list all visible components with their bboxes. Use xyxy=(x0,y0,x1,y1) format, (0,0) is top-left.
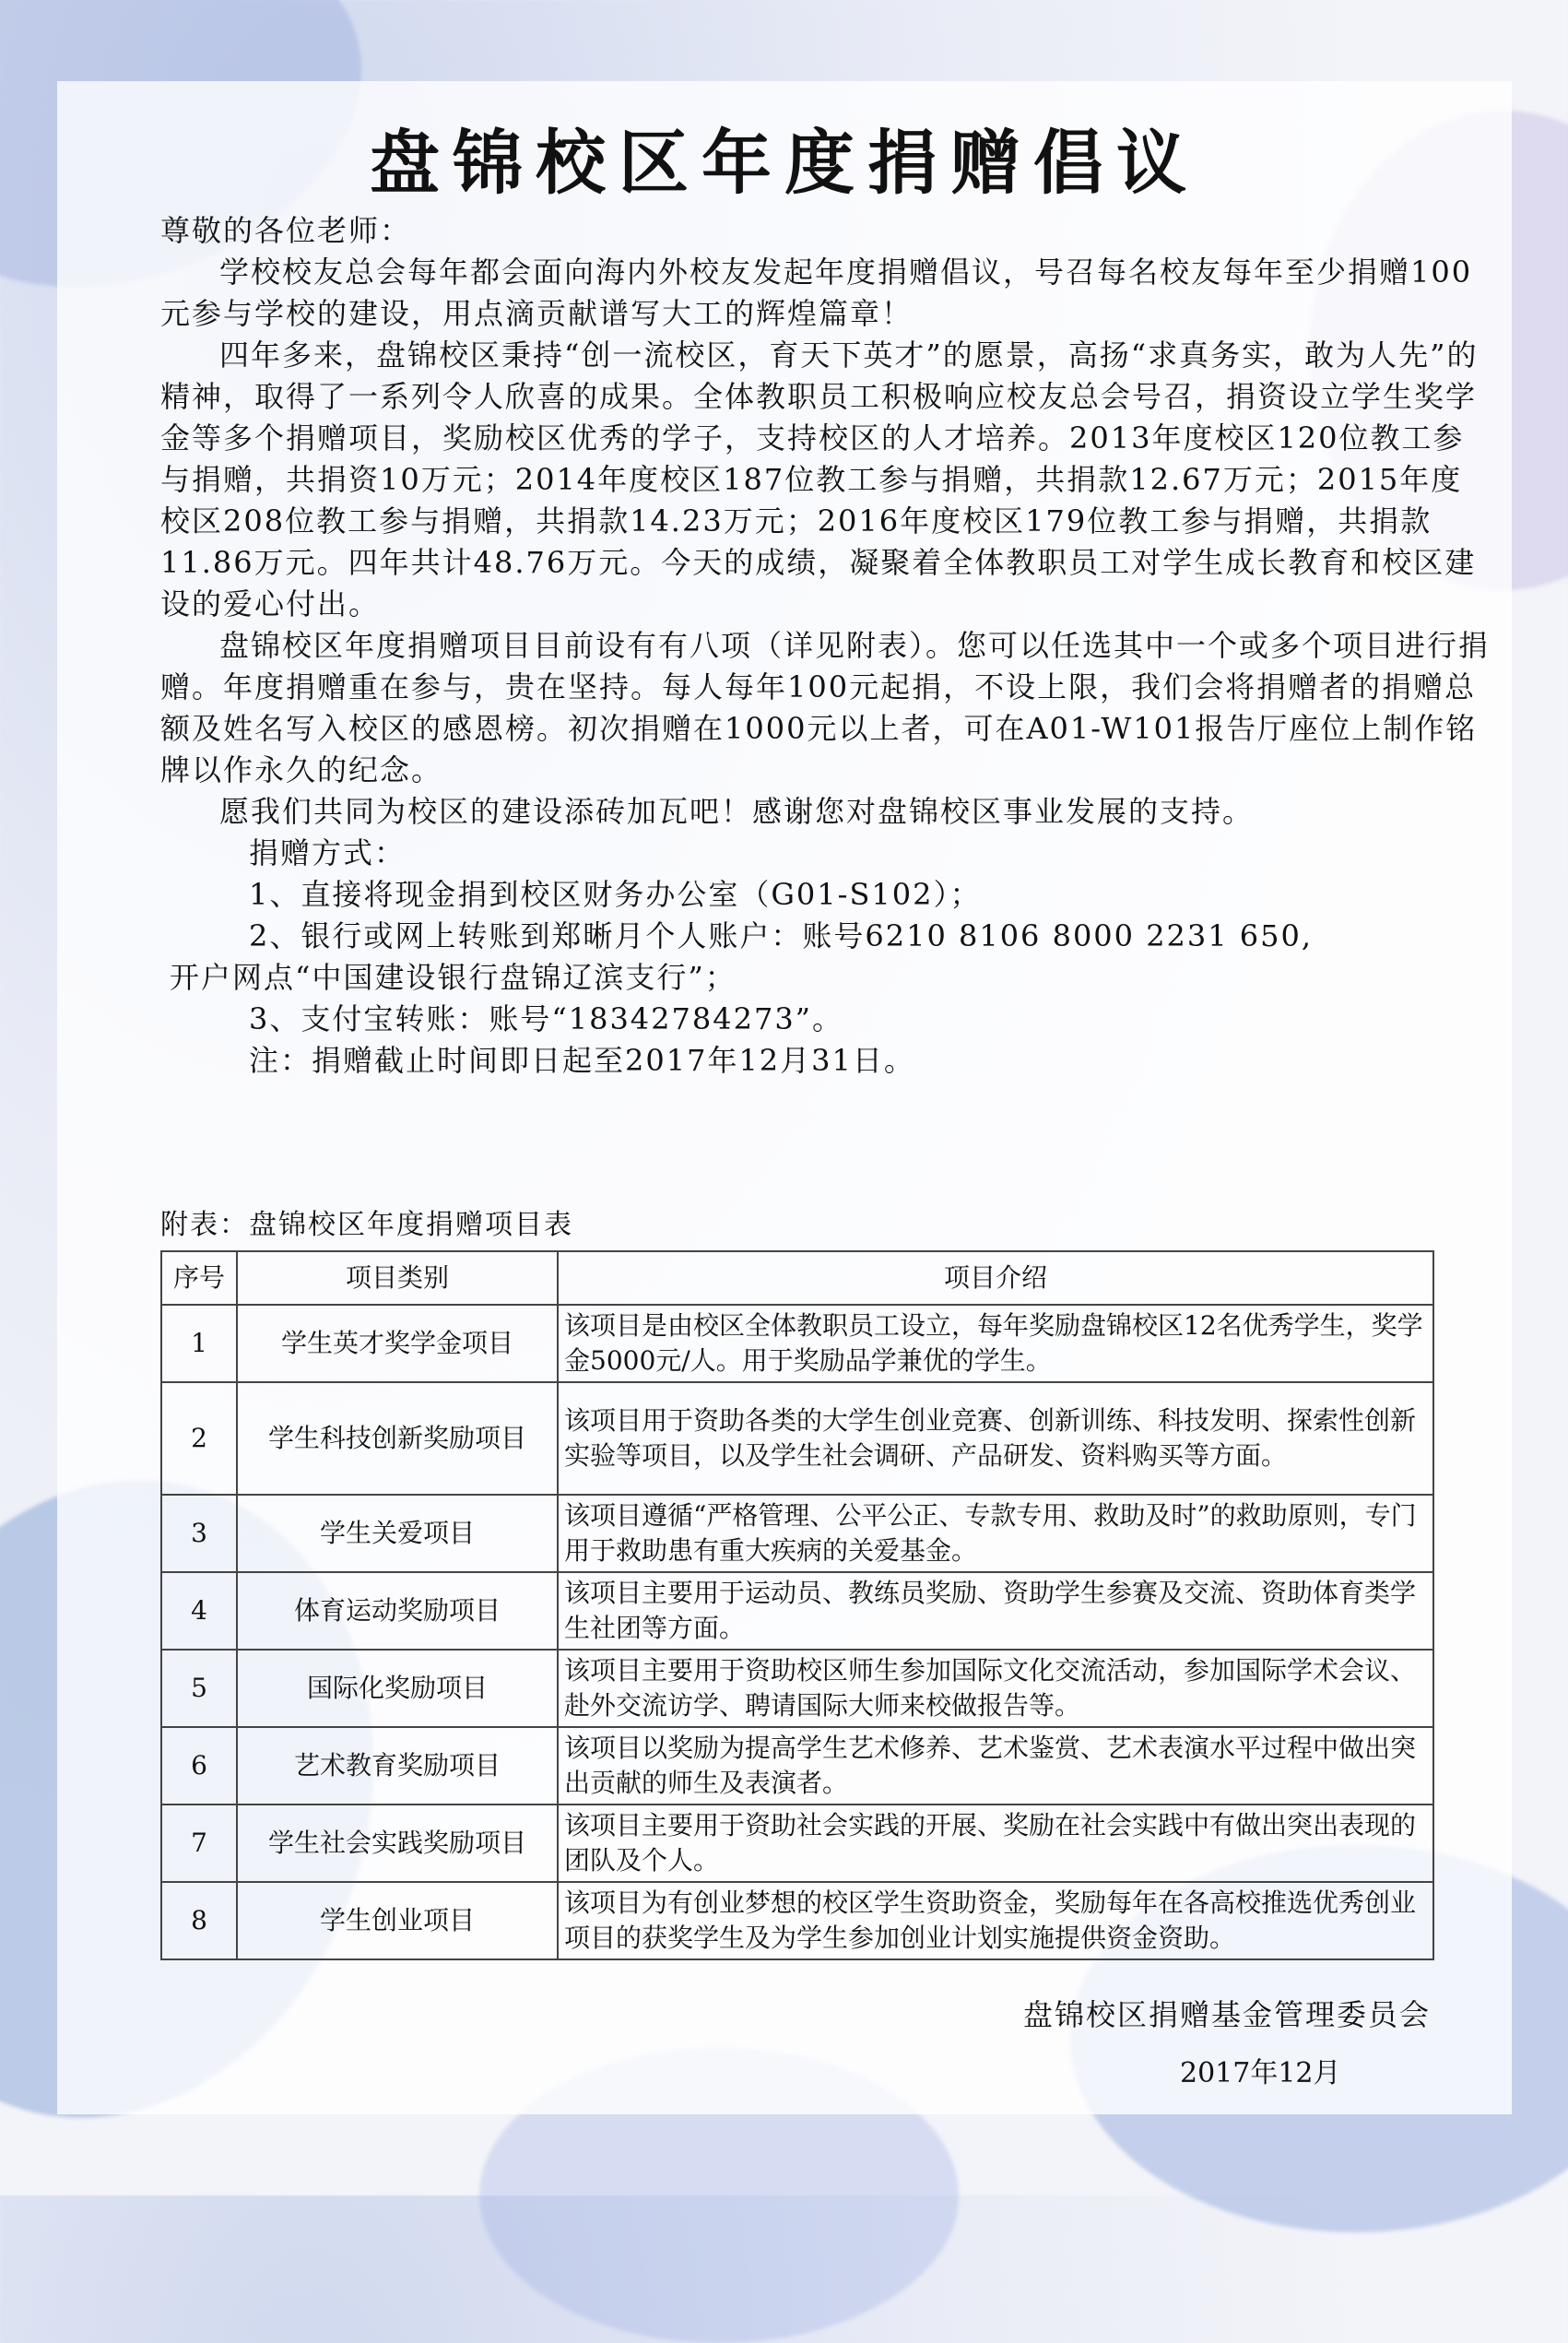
table-row xyxy=(161,1382,1433,1495)
table-row xyxy=(161,1305,1433,1382)
row-number: 8 xyxy=(161,1882,237,1959)
greeting: 尊敬的各位老师： xyxy=(160,213,412,248)
project-description: 该项目主要用于资助社会实践的开展、奖励在社会实践中有做出突出表现的团队及个人。 xyxy=(558,1805,1433,1882)
project-description: 该项目是由校区全体教职员工设立，每年奖励盘锦校区12名优秀学生，奖学金5000元/人。用于奖励品学兼优的学生。 xyxy=(558,1305,1433,1382)
column-header: 序号 xyxy=(161,1251,237,1305)
row-number: 2 xyxy=(161,1382,237,1495)
table-row xyxy=(161,1882,1433,1959)
project-category: 学生社会实践奖励项目 xyxy=(237,1805,558,1882)
row-number: 6 xyxy=(161,1727,237,1805)
project-category: 体育运动奖励项目 xyxy=(237,1572,558,1650)
document-page xyxy=(57,81,1512,2114)
donation-heading: 捐赠方式： xyxy=(249,835,407,870)
table-row xyxy=(161,1572,1433,1650)
project-description: 该项目主要用于资助校区师生参加国际文化交流活动，参加国际学术会议、赴外交流访学、聘请国际大师来校做报告等。 xyxy=(558,1650,1433,1727)
project-category: 学生英才奖学金项目 xyxy=(237,1305,558,1382)
row-number: 4 xyxy=(161,1572,237,1650)
project-category: 学生创业项目 xyxy=(237,1882,558,1959)
paragraph: 盘锦校区年度捐赠项目目前设有有八项（详见附表）。您可以任选其中一个或多个项目进行捐赠。年度捐赠重在参与，贵在坚持。每人每年100元起捐，不设上限，我们会将捐赠者的捐赠总额及姓名写入校区的感恩榜。初次捐赠在1000元以上者，可在A01-W101报告厅座位上制作铭牌以作永久的纪念。 xyxy=(160,628,1491,787)
paragraph: 四年多来，盘锦校区秉持“创一流校区，育天下英才”的愿景，高扬“求真务实，敢为人先”的精神，取得了一系列令人欣喜的成果。全体教职员工积极响应校友总会号召，捐资设立学生奖学金等多个捐赠项目，奖励校区优秀的学子，支持校区的人才培养。2013年度校区120位教工参与捐赠，共捐资10万元；2014年度校区187位教工参与捐赠，共捐款12.67万元；2015年度校区208位教工参与捐赠，共捐款14.23万元；2016年度校区179位教工参与捐赠，共捐款11.86万元。四年共计48.76万元。今天的成绩，凝聚着全体教职员工对学生成长教育和校区建设的爱心付出。 xyxy=(160,337,1479,621)
table-header-row xyxy=(161,1251,1433,1305)
row-number: 5 xyxy=(161,1650,237,1727)
project-category: 国际化奖励项目 xyxy=(237,1650,558,1727)
paragraph: 学校校友总会每年都会面向海内外校友发起年度捐赠倡议，号召每名校友每年至少捐赠100元参与学校的建设，用点滴贡献谱写大工的辉煌篇章！ xyxy=(160,254,1473,331)
donation-note: 注：捐赠截止时间即日起至2017年12月31日。 xyxy=(249,1043,915,1078)
donation-method: 开户网点“中国建设银行盘锦辽滨支行”； xyxy=(170,960,737,995)
project-table xyxy=(160,1250,1434,1960)
table-row xyxy=(161,1650,1433,1727)
table-row xyxy=(161,1805,1433,1882)
signature: 盘锦校区捐赠基金管理委员会 xyxy=(1022,1997,1431,2032)
letter-body xyxy=(160,210,1492,1082)
project-description: 该项目遵循“严格管理、公平公正、专款专用、救助及时”的救助原则，专门用于救助患有重大疾病的关爱基金。 xyxy=(558,1495,1433,1572)
table-row xyxy=(161,1495,1433,1572)
row-number: 3 xyxy=(161,1495,237,1572)
signature-date: 2017年12月 xyxy=(1180,2057,1341,2089)
page-title: 盘锦校区年度捐赠倡议 xyxy=(370,122,1199,204)
project-description: 该项目为有创业梦想的校区学生资助资金，奖励每年在各高校推选优秀创业项目的获奖学生及为学生参加创业计划实施提供资金资助。 xyxy=(558,1882,1433,1959)
project-description: 该项目以奖励为提高学生艺术修养、艺术鉴赏、艺术表演水平过程中做出突出贡献的师生及表演者。 xyxy=(558,1727,1433,1805)
project-description: 该项目主要用于运动员、教练员奖励、资助学生参赛及交流、资助体育类学生社团等方面。 xyxy=(558,1572,1433,1650)
paragraph: 愿我们共同为校区的建设添砖加瓦吧！感谢您对盘锦校区事业发展的支持。 xyxy=(219,794,1255,829)
project-category: 艺术教育奖励项目 xyxy=(237,1727,558,1805)
annex-title: 附表：盘锦校区年度捐赠项目表 xyxy=(160,1209,573,1241)
column-header: 项目介绍 xyxy=(558,1251,1433,1305)
donation-method: 3、支付宝转账：账号“18342784273”。 xyxy=(249,1001,844,1036)
row-number: 1 xyxy=(161,1305,237,1382)
project-category: 学生科技创新奖励项目 xyxy=(237,1382,558,1495)
table-row xyxy=(161,1727,1433,1805)
column-header: 项目类别 xyxy=(237,1251,558,1305)
row-number: 7 xyxy=(161,1805,237,1882)
project-description: 该项目用于资助各类的大学生创业竞赛、创新训练、科技发明、探索性创新实验等项目，以及学生社会调研、产品研发、资料购买等方面。 xyxy=(558,1382,1433,1495)
project-category: 学生关爱项目 xyxy=(237,1495,558,1572)
donation-method: 1、直接将现金捐到校区财务办公室（G01-S102）； xyxy=(249,877,982,912)
donation-method: 2、银行或网上转账到郑晰月个人账户：账号6210 8106 8000 2231 650, xyxy=(249,918,1314,953)
